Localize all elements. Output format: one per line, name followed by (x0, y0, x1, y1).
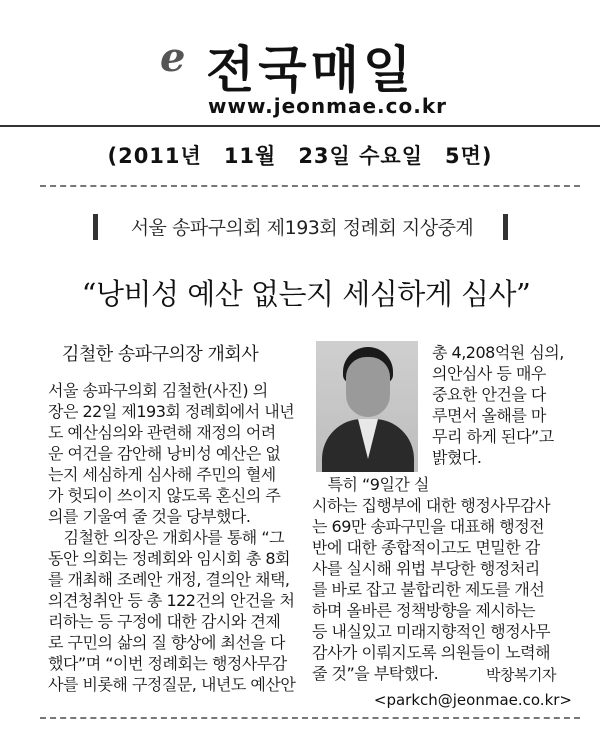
body-line: 특히 “9일간 실 (312, 475, 429, 494)
body-line: 장은 22일 제193회 정례회에서 내년 (48, 402, 295, 421)
publication-date: (2011년 11월 23일 수요일 5면) (107, 144, 493, 168)
body-line: 의견청취안 등 총 122건의 안건을 처 (48, 591, 295, 610)
body-line: 는지 세심하게 심사해 주민의 혈세 (48, 465, 276, 484)
body-line: 사를 비롯해 구정질문, 내년도 예산안 (48, 675, 296, 694)
masthead-logo-icon: e (160, 34, 186, 81)
body-line: 하며 올바른 정책방향을 제시하는 (312, 601, 536, 620)
body-line: 도 예산심의와 관련해 재정의 어려 (48, 423, 276, 442)
article-body-left (48, 380, 295, 695)
byline: 박창복기자 (486, 666, 556, 684)
body-line: 운 여건을 감안해 낭비성 예산은 없 (48, 444, 281, 463)
article-body-right-top (432, 342, 564, 468)
body-line: 했다”며 “이번 정례회는 행정사무감 (48, 654, 287, 673)
clipping-border-bottom (40, 717, 580, 719)
masthead-title: 전국매일 (206, 41, 416, 99)
body-line: 루면서 올해를 마 (432, 406, 546, 425)
body-line: 중요한 안건을 다 (432, 385, 546, 404)
body-line: 사를 실시해 위법 부당한 행정처리 (312, 559, 540, 578)
body-line: 의를 기울여 줄 것을 당부했다. (48, 507, 251, 526)
masthead-url: www.jeonmae.co.kr (208, 94, 448, 118)
body-line: 줄 것”을 부탁했다. (312, 664, 439, 683)
body-line: 반에 대한 종합적이고도 면밀한 감 (312, 538, 540, 557)
body-line: 감사가 이뤄지도록 의원들이 노력해 (312, 643, 551, 662)
body-line: 서울 송파구의회 김철한(사진) 의 (48, 381, 268, 400)
top-divider (0, 125, 600, 127)
body-line: 를 바로 잡고 불합리한 제도를 개선 (312, 580, 545, 599)
body-line: 무리 하게 된다”고 (432, 427, 554, 446)
kicker-bar-right (503, 214, 508, 240)
body-line: 시하는 집행부에 대한 행정사무감사 (312, 496, 551, 515)
clipping-border-top (40, 185, 580, 187)
kicker-bar-left (93, 214, 98, 240)
body-line: 밝혔다. (432, 448, 482, 467)
body-line: 김철한 의장은 개회사를 통해 “그 (48, 528, 285, 547)
body-line: 동안 의회는 정례회와 임시회 총 8회 (48, 549, 290, 568)
body-line: 리하는 등 구정에 대한 감시와 견제 (48, 612, 281, 631)
article-body-right (312, 474, 550, 684)
body-line: 를 개최해 조례안 개정, 결의안 채택, (48, 570, 290, 589)
portrait-photo (316, 341, 418, 472)
reporter-email: <parkch@jeonmae.co.kr> (373, 691, 572, 709)
body-line: 는 69만 송파구민을 대표해 행정전 (312, 517, 545, 536)
body-line: 총 4,208억원 심의, (432, 343, 564, 362)
body-line: 가 헛되이 쓰이지 않도록 혼신의 주 (48, 486, 281, 505)
article-subhead: 김철한 송파구의장 개회사 (62, 344, 259, 365)
article-headline: “낭비성 예산 없는지 세심하게 심사” (81, 277, 531, 311)
body-line: 로 구민의 삶의 질 향상에 최선을 다 (48, 633, 285, 652)
article-kicker: 서울 송파구의회 제193회 정례회 지상중계 (130, 217, 474, 239)
body-line: 의안심사 등 매우 (432, 364, 546, 383)
body-line: 등 내실있고 미래지향적인 행정사무 (312, 622, 551, 641)
